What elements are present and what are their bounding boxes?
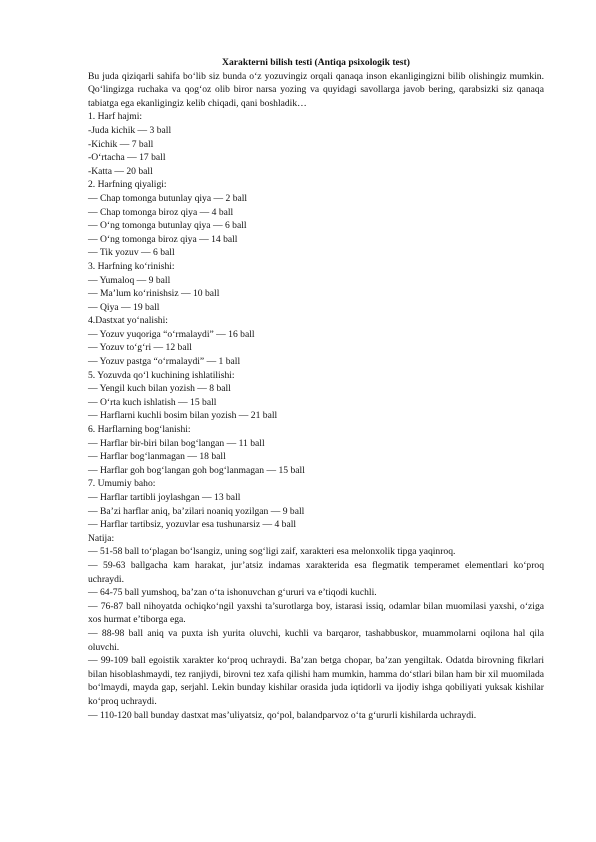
answer-option: -Kichik — 7 ball xyxy=(88,138,154,150)
section-heading: 6. Harflarning bog‘lanishi: xyxy=(88,424,191,436)
section-heading: 7. Umumiy baho: xyxy=(88,478,156,490)
result-item: — 99-109 ball egoistik xarakter ko‘proq uchraydi. Ba’zan betga chopar, ba’zan yengiltak. Odatda birovning fikrlari bilan hisoblashmaydi, tez ranjiydi, birovni tez xafa qilishi ham mumkin, hamma do‘stlari bilan ham bir xil muomilada bo‘lmaydi, mayda gap, serjahl. Lekin bunday kishilar orasida juda iqtidorli va ijodiy ishga qobiliyati yuksak kishilar ko‘proq uchraydi. xyxy=(88,655,544,707)
answer-option: — Yozuv yuqoriga “o‘rmalaydi” — 16 ball xyxy=(88,328,255,340)
section-heading: 1. Harf hajmi: xyxy=(88,111,143,123)
answer-option: -O‘rtacha — 17 ball xyxy=(88,152,166,164)
answer-option: — Harflar tartibli joylashgan — 13 ball xyxy=(88,492,241,503)
answer-option: — Qiya — 19 ball xyxy=(88,301,160,313)
answer-option: — Chap tomonga butunlay qiya — 2 ball xyxy=(88,192,248,204)
test-results xyxy=(88,559,544,722)
answer-option: — Yengil kuch bilan yozish — 8 ball xyxy=(88,383,231,395)
answer-option: — Harflarni kuchli bosim bilan yozish — 21 ball xyxy=(88,410,278,422)
answer-option: — O‘rta kuch ishlatish — 15 ball xyxy=(88,396,217,408)
answer-option: — Ba’zi harflar aniq, ba’zilari noaniq yozilgan — 9 ball xyxy=(88,505,305,517)
answer-option: — Harflar tartibsiz, yozuvlar esa tushunarsiz — 4 ball xyxy=(88,519,297,531)
answer-option: — Yumaloq — 9 ball xyxy=(88,274,171,286)
result-item: — 59-63 ballgacha kam harakat, jur’atsiz indamas xarakterida esa flegmatik temperamet elementlari ko‘proq uchraydi. xyxy=(88,559,544,585)
test-questions xyxy=(88,110,544,559)
section-heading: 5. Yozuvda qo‘l kuchining ishlatilishi: xyxy=(88,369,235,381)
answer-option: -Juda kichik — 3 ball xyxy=(88,124,172,136)
result-item: — 110-120 ball bunday dastxat mas’uliyatsiz, qo‘pol, balandparvoz o‘ta g‘ururli kishilarda uchraydi. xyxy=(88,709,477,721)
answer-option: — Harflar bir-biri bilan bog‘langan — 11 ball xyxy=(88,437,265,449)
results-heading: Natija: xyxy=(88,532,115,544)
answer-option: — Yozuv pastga “o‘rmalaydi” — 1 ball xyxy=(88,356,241,368)
section-heading: 2. Harfning qiyaligi: xyxy=(88,179,167,191)
answer-option: — Ma’lum ko‘rinishsiz — 10 ball xyxy=(88,288,220,300)
result-item: — 64-75 ball yumshoq, ba’zan o‘ta ishonuvchan g‘ururi va e’tiqodi kuchli. xyxy=(88,587,377,599)
document-title: Xarakterni bilish testi (Antiqa psixologik test) xyxy=(222,57,410,68)
intro-paragraph: Bu juda qiziqarli sahifa bo‘lib siz bunda o‘z yozuvingiz orqali qanaqa inson ekanligingizni bilib olishingiz mumkin. Qo‘lingizga ruchaka va qog‘oz olib biror narsa yozing va quyidagi savollarga javob bering, qarabsizki siz qanaqa tabiatga ega ekanligingiz kelib chiqadi, qani boshladik… xyxy=(88,70,544,109)
answer-option: -Katta — 20 ball xyxy=(88,165,153,177)
result-item: — 51-58 ball to‘plagan bo‘lsangiz, uning sog‘ligi zaif, xarakteri esa melonxolik tipga yaqinroq. xyxy=(88,546,456,558)
answer-option: — Yozuv to‘g‘ri — 12 ball xyxy=(88,342,192,354)
answer-option: — O‘ng tomonga butunlay qiya — 6 ball xyxy=(88,220,247,232)
answer-option: — Tik yozuv — 6 ball xyxy=(88,247,175,259)
result-item: — 88-98 ball aniq va puxta ish yurita oluvchi, kuchli va barqaror, tashabbuskor, muammolarni oqilona hal qila oluvchi. xyxy=(88,627,544,653)
answer-option: — Harflar goh bog‘langan goh bog‘lanmagan — 15 ball xyxy=(88,464,305,476)
answer-option: — O‘ng tomonga biroz qiya — 14 ball xyxy=(88,233,238,245)
section-heading: 3. Harfning ko‘rinishi: xyxy=(88,260,175,272)
answer-option: — Harflar bog‘lanmagan — 18 ball xyxy=(88,451,226,463)
result-item: — 76-87 ball nihoyatda ochiqko‘ngil yaxshi ta’surotlarga boy, istarasi issiq, odamlar bilan muomilasi yaxshi, o‘ziga xos hurmat e’tiborga ega. xyxy=(88,600,544,626)
section-heading: 4.Dastxat yo‘nalishi: xyxy=(88,315,168,327)
answer-option: — Chap tomonga biroz qiya — 4 ball xyxy=(88,206,234,218)
